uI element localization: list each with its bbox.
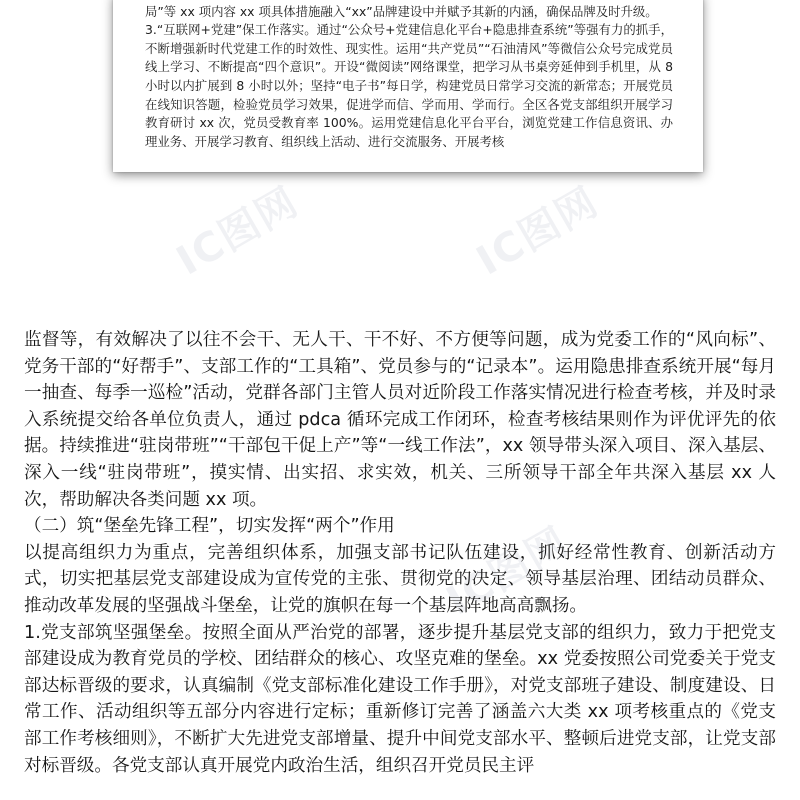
body-paragraph: 1.党支部筑坚强堡垒。按照全面从严治党的部署，逐步提升基层党支部的组织力，致力于把党支部建设成为教育党员的学校、团结群众的核心、攻坚克难的堡垒。xx 党委按照公司党委关于党支部达标晋级的要求，认真编制《党支部标准化建设工作手册》，对党支部班子建设、制度建设、日常工作、活动组织等五部分内容进行定标；重新修订完善了涵盖六大类 xx 项考核重点的《党支部工作考核细则》，不断扩大先进党支部增量、提升中间党支部水平、整顿后进党支部，让党支部对标晋级。各党支部认真开展党内政治生活，组织召开党员民主评	[24, 622, 776, 776]
body-paragraph: 以提高组织力为重点，完善组织体系，加强支部书记队伍建设，抓好经常性教育、创新活动方式，切实把基层党支部建设成为宣传党的主张、贯彻党的决定、领导基层治理、团结动员群众、推动改革发展的坚强战斗堡垒，让党的旗帜在每一个基层阵地高高飘扬。	[24, 542, 776, 616]
document-preview-card	[113, 0, 703, 172]
preview-paragraph: 3.“互联网+党建”保工作落实。通过“公众号+党建信息化平台+隐患排查系统”等强有力的抓手，不断增强新时代党建工作的时效性、现实性。运用“共产党员”“石油清风”等微信公众号完成党员线上学习、不断提高“四个意识”。开设“微阅读”网络课堂，把学习从书桌旁延伸到手机里，从 8 小时以内扩展到 8 小时以外；坚持“电子书”每日学，构建党员日常学习交流的新常态；开展党员在线知识答题，检验党员学习效果，促进学而信、学而用、学而行。全区各党支部组织开展学习教育研讨 xx 次，党员受教育率 100%。运用党建信息化平台平台，浏览党建工作信息资讯、办理业务、开展学习教育、组织线上活动、进行交流服务、开展考核	[145, 22, 673, 149]
watermark: IC图网	[469, 178, 607, 285]
body-paragraph: 监督等，有效解决了以往不会干、无人干、干不好、不方便等问题，成为党委工作的“风向标”、党务干部的“好帮手”、支部工作的“工具箱”、党员参与的“记录本”。运用隐患排查系统开展“每月一抽查、每季一巡检”活动，党群各部门主管人员对近阶段工作落实情况进行检查考核，并及时录入系统提交给各单位负责人，通过 pdca 循环完成工作闭环，检查考核结果则作为评优评先的依据。持续推进“驻岗带班”“干部包干促上产”等“一线工作法”，xx 领导带头深入项目、深入基层、深入一线“驻岗带班”，摸实情、出实招、求实效，机关、三所领导干部全年共深入基层 xx 人次，帮助解决各类问题 xx 项。	[24, 330, 776, 510]
preview-paragraph: 局”等 xx 项内容 xx 项具体措施融入“xx”品牌建设中并赋予其新的内涵，确保品牌及时升级。	[145, 3, 658, 19]
section-heading: （二）筑“堡垒先锋工程”，切实发挥“两个”作用	[24, 516, 395, 537]
watermark: IC图网	[439, 518, 577, 625]
document-body	[24, 327, 776, 779]
watermark: IC图网	[169, 178, 307, 285]
